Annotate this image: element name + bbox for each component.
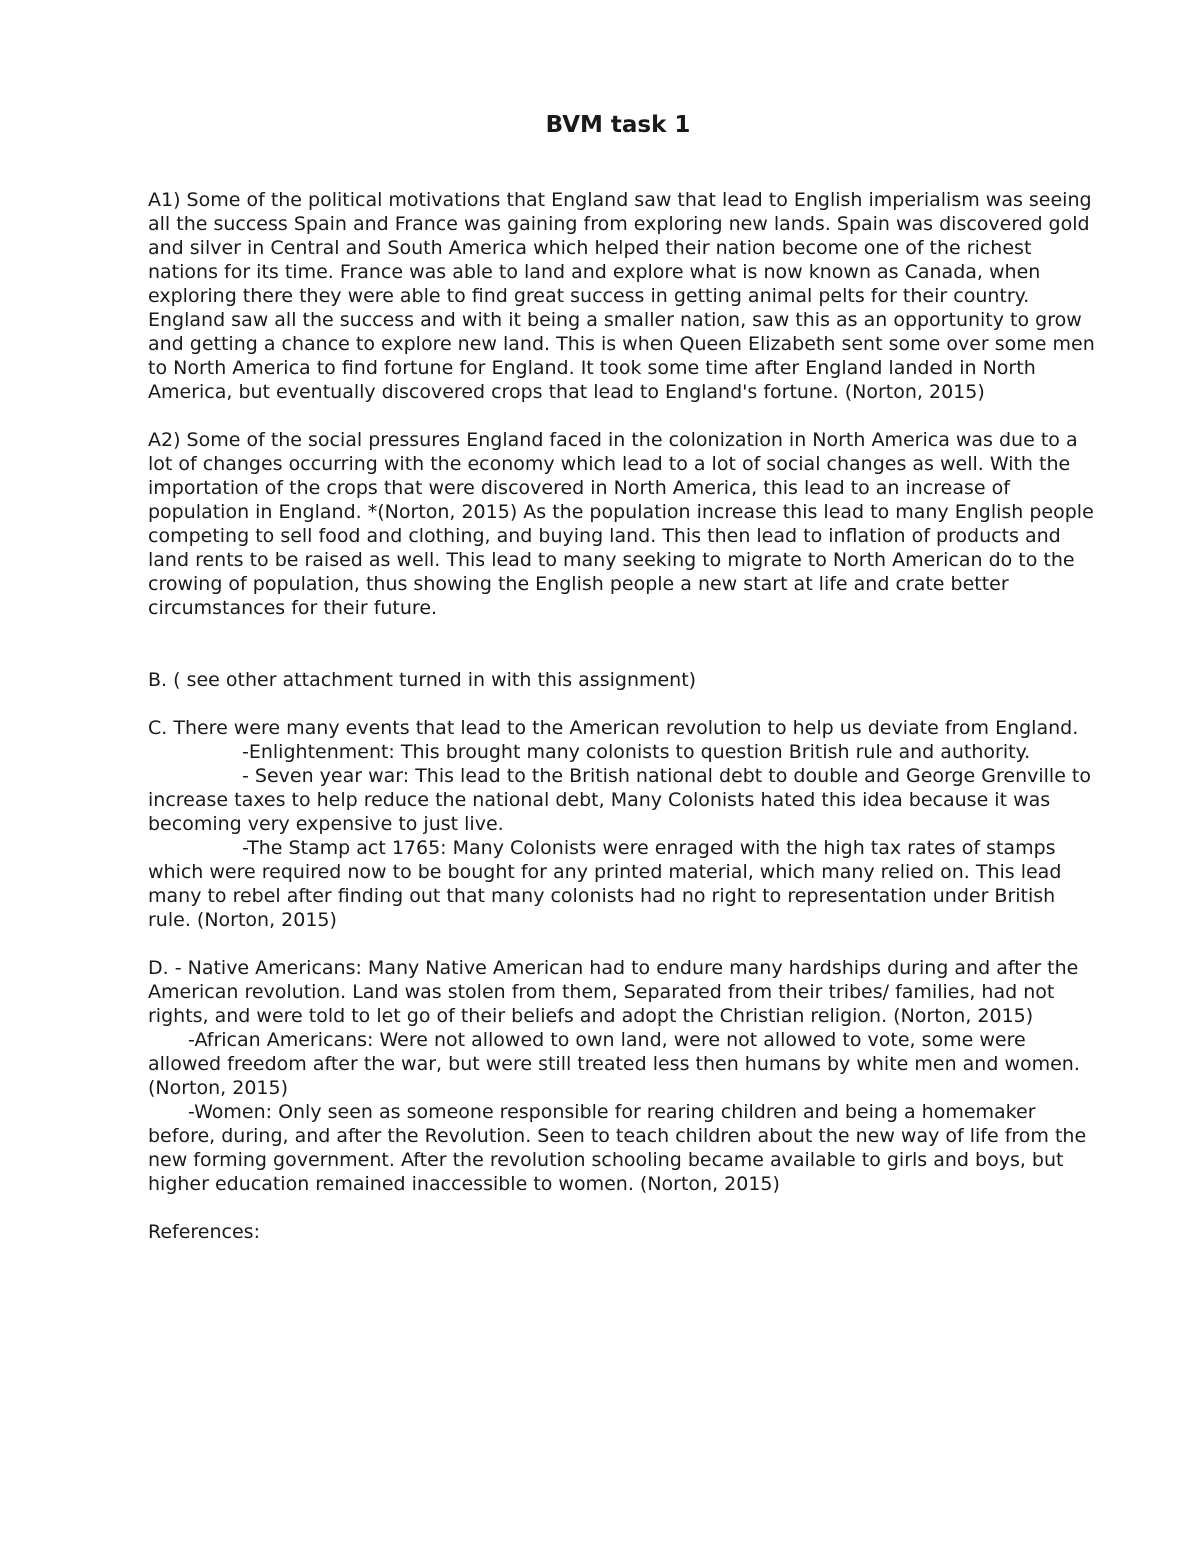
c-item-text: - Seven year war: This lead to the British national debt to double and George Grenville to increase taxes to help reduce the national debt, Many Colonists hated this idea because it was becoming very expensive to just live. bbox=[148, 765, 1092, 835]
paragraph-d-item-african-americans bbox=[148, 1028, 1098, 1100]
paragraph-d-intro: D. - Native Americans: Many Native American had to endure many hardships during and after the American revolution. Land was stolen from them, Separated from their tribes/ families, had not rights, and were told to let go of their beliefs and adopt the Christian religion. (Norton, 2015) bbox=[148, 957, 1079, 1027]
paragraph-c-item-seven-year-war bbox=[148, 764, 1098, 836]
paragraph-d-item-women bbox=[148, 1100, 1098, 1196]
document-body bbox=[148, 188, 1098, 1244]
paragraph-a2: A2) Some of the social pressures England faced in the colonization in North America was due to a lot of changes occurring with the economy which lead to a lot of social changes as well. With the importation of the crops that were discovered in North America, this lead to an increase of population in England. *(Norton, 2015) As the population increase this lead to many English people competing to sell food and clothing, and buying land. This then lead to inflation of products and land rents to be raised as well. This lead to many seeking to migrate to North American do to the crowing of population, thus showing the English people a new start at life and crate better circumstances for their future. bbox=[148, 429, 1094, 619]
spacer bbox=[148, 1196, 1098, 1220]
d-item-text: -African Americans: Were not allowed to own land, were not allowed to vote, some were allowed freedom after the war, but were still treated less then humans by white men and women. (Norton, 2015) bbox=[148, 1029, 1080, 1099]
paragraph-c-item-stamp-act bbox=[148, 836, 1098, 932]
spacer bbox=[148, 692, 1098, 716]
paragraph-a1: A1) Some of the political motivations that England saw that lead to English imperialism was seeing all the success Spain and France was gaining from exploring new lands. Spain was discovered gold and silver in Central and South America which helped their nation become one of the richest nations for its time. France was able to land and explore what is now known as Canada, when exploring there they were able to find great success in getting animal pelts for their country. England saw all the success and with it being a smaller nation, saw this as an opportunity to grow and getting a chance to explore new land. This is when Queen Elizabeth sent some over some men to North America to find fortune for England. It took some time after England landed in North America, but eventually discovered crops that lead to England's fortune. (Norton, 2015) bbox=[148, 189, 1095, 403]
paragraph-b: B. ( see other attachment turned in with this assignment) bbox=[148, 669, 697, 691]
paragraph-c-intro: C. There were many events that lead to the American revolution to help us deviate from England. bbox=[148, 717, 1079, 739]
references-heading: References: bbox=[148, 1221, 260, 1243]
paragraph-c-item-enlightenment bbox=[148, 740, 1098, 764]
document-title: BVM task 1 bbox=[545, 112, 691, 138]
c-item-text: -Enlightenment: This brought many colonists to question British rule and authority. bbox=[242, 741, 1031, 763]
spacer bbox=[148, 932, 1098, 956]
c-item-text: -The Stamp act 1765: Many Colonists were enraged with the high tax rates of stamps which were required now to be bought for any printed material, which many relied on. This lead many to rebel after finding out that many colonists had no right to representation under British rule. (Norton, 2015) bbox=[148, 837, 1062, 931]
spacer bbox=[148, 620, 1098, 668]
spacer bbox=[148, 404, 1098, 428]
d-item-text: -Women: Only seen as someone responsible for rearing children and being a homemaker before, during, and after the Revolution. Seen to teach children about the new way of life from the new forming government. After the revolution schooling became available to girls and boys, but higher education remained inaccessible to women. (Norton, 2015) bbox=[148, 1101, 1087, 1195]
